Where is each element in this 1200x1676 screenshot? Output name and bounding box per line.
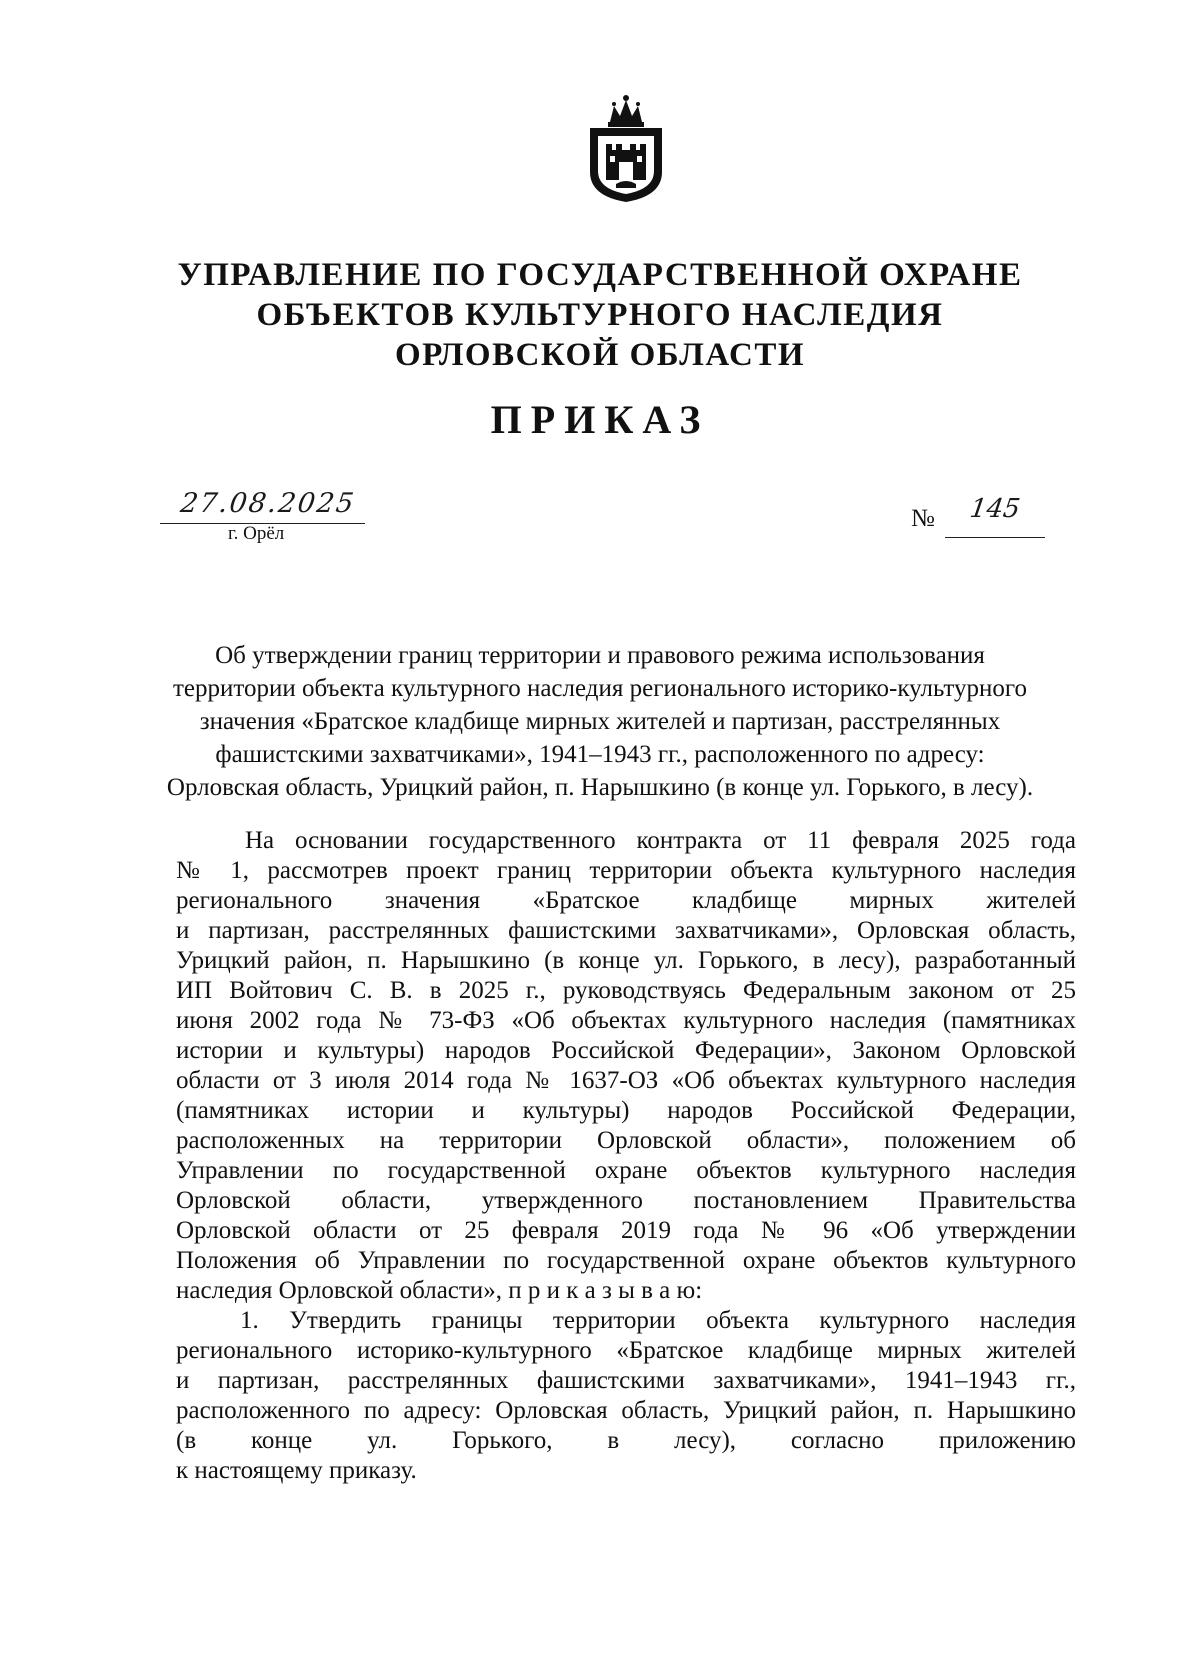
city-label: г. Орёл [228, 523, 285, 544]
subject-line: Об утверждении границ территории и правового режима использования [215, 642, 985, 669]
subject-line: Орловская область, Урицкий район, п. Нарышкино (в конце ул. Горького, в лесу). [166, 774, 1034, 801]
preamble-line: № 1, рассмотрев проект границ территории объекта культурного наследия [176, 857, 1076, 884]
org-name-line-1: УПРАВЛЕНИЕ ПО ГОСУДАРСТВЕННОЙ ОХРАНЕ [177, 257, 1023, 293]
preamble-line: наследия Орловской области», п р и к а з ы в а ю: [176, 1277, 703, 1304]
item-line: (в конце ул. Горького, в лесу), согласно приложению [176, 1427, 1076, 1454]
org-name-line-2: ОБЪЕКТОВ КУЛЬТУРНОГО НАСЛЕДИЯ [256, 297, 944, 333]
preamble-line: и партизан, расстрелянных фашистскими захватчиками», Орловская область, [176, 917, 1076, 944]
document-type-title: ПРИКАЗ [490, 397, 710, 442]
handwritten-number: 145 [968, 494, 1022, 524]
preamble-line: июня 2002 года № 73-ФЗ «Об объектах культурного наследия (памятниках [176, 1007, 1076, 1034]
subject-line: территории объекта культурного наследия регионального историко-культурного [172, 675, 1028, 702]
preamble-line: истории и культуры) народов Российской Федерации», Законом Орловской [176, 1037, 1076, 1064]
handwritten-date: 27.08.2025 [178, 488, 358, 519]
number-label: № [911, 505, 935, 532]
preamble-line: (памятниках истории и культуры) народов Российской Федерации, [176, 1097, 1076, 1124]
item-line: к настоящему приказу. [176, 1457, 417, 1484]
subject-line: значения «Братское кладбище мирных жителей и партизан, расстрелянных [199, 708, 1001, 735]
item-line: регионального историко-культурного «Братское кладбище мирных жителей [176, 1337, 1076, 1364]
item-line: и партизан, расстрелянных фашистскими захватчиками», 1941–1943 гг., [176, 1367, 1076, 1394]
preamble-line: Орловской области от 25 февраля 2019 года № 96 «Об утверждении [176, 1217, 1076, 1244]
preamble-line: регионального значения «Братское кладбище мирных жителей [176, 887, 1076, 914]
preamble-line: На основании государственного контракта от 11 февраля 2025 года [245, 827, 1076, 854]
preamble-line: Положения об Управлении по государственной охране объектов культурного [176, 1247, 1076, 1274]
org-name-line-3: ОРЛОВСКОЙ ОБЛАСТИ [394, 337, 806, 373]
orel-coat-of-arms-icon [586, 92, 666, 204]
item-line: расположенного по адресу: Орловская область, Урицкий район, п. Нарышкино [176, 1397, 1076, 1424]
preamble-line: расположенных на территории Орловской области», положением об [176, 1127, 1076, 1154]
preamble-line: Орловской области, утвержденного постановлением Правительства [176, 1187, 1076, 1214]
preamble-line: области от 3 июля 2014 года № 1637-ОЗ «Об объектах культурного наследия [176, 1067, 1076, 1094]
preamble-line: Управлении по государственной охране объектов культурного наследия [176, 1157, 1076, 1184]
preamble-line: ИП Войтович С. В. в 2025 г., руководствуясь Федеральным законом от 25 [176, 977, 1076, 1004]
preamble-line: Урицкий район, п. Нарышкино (в конце ул. Горького, в лесу), разработанный [176, 947, 1076, 974]
subject-line: фашистскими захватчиками», 1941–1943 гг., расположенного по адресу: [215, 741, 985, 768]
item-line: 1. Утвердить границы территории объекта культурного наследия [240, 1307, 1076, 1334]
number-underline [945, 537, 1045, 538]
